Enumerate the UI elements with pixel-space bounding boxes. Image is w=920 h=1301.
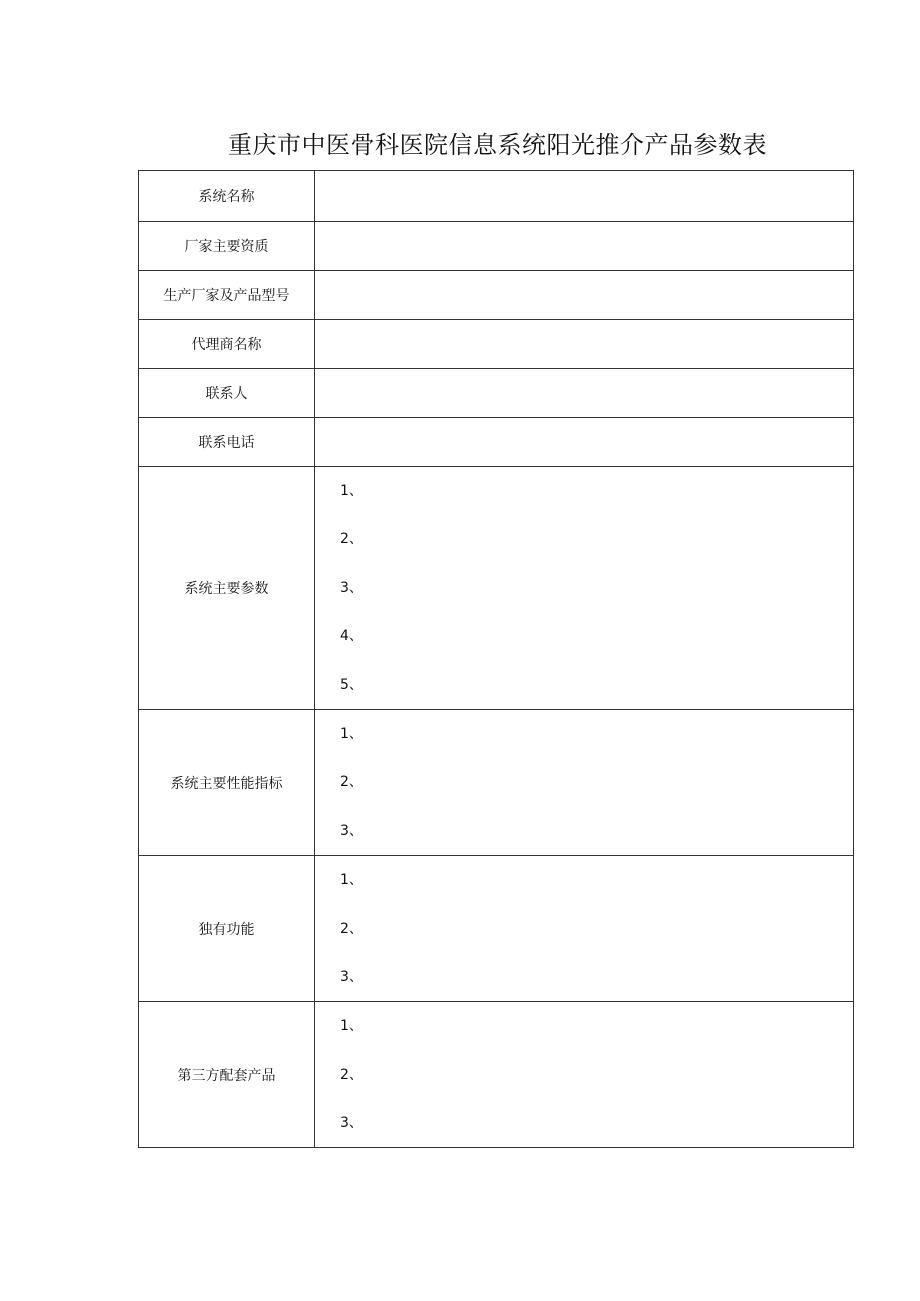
list-item: 2、: [340, 920, 363, 937]
section-items-main-parameters[interactable]: [315, 467, 854, 710]
row-value-system-name[interactable]: [315, 171, 854, 222]
section-items-performance-indicators[interactable]: [315, 709, 854, 855]
row-label: 联系人: [139, 369, 315, 418]
table-row-qualification: [139, 222, 854, 271]
section-items-third-party-products[interactable]: [315, 1002, 854, 1148]
row-value-qualification[interactable]: [315, 222, 854, 271]
section-label: 独有功能: [139, 856, 315, 1002]
table-row-agent-name: [139, 320, 854, 369]
list-item: 4、: [340, 628, 363, 645]
item-list: [315, 1002, 853, 1147]
section-label: 系统主要参数: [139, 467, 315, 710]
section-label: 系统主要性能指标: [139, 709, 315, 855]
row-label: 生产厂家及产品型号: [139, 271, 315, 320]
list-item: 3、: [340, 1115, 363, 1132]
table-row-third-party-products: [139, 1002, 854, 1148]
list-item: 1、: [340, 483, 363, 499]
item-list: [315, 856, 853, 1001]
row-label: 厂家主要资质: [139, 222, 315, 271]
list-item: 1、: [340, 872, 363, 889]
table-row-unique-features: [139, 856, 854, 1002]
row-value-agent-name[interactable]: [315, 320, 854, 369]
section-items-unique-features[interactable]: [315, 856, 854, 1002]
list-item: 5、: [340, 676, 363, 693]
list-item: 2、: [340, 531, 363, 548]
list-item: 1、: [340, 1018, 363, 1035]
document-title: 重庆市中医骨科医院信息系统阳光推介产品参数表: [228, 131, 767, 159]
list-item: 2、: [340, 774, 363, 791]
table-row-performance-indicators: [139, 709, 854, 855]
table-row-contact-person: [139, 369, 854, 418]
item-list: [315, 710, 853, 855]
item-list: [315, 467, 853, 709]
row-label: 联系电话: [139, 418, 315, 467]
table-row-main-parameters: [139, 467, 854, 710]
row-value-contact-phone[interactable]: [315, 418, 854, 467]
list-item: 3、: [340, 968, 363, 985]
list-item: 3、: [340, 822, 363, 839]
row-value-contact-person[interactable]: [315, 369, 854, 418]
list-item: 1、: [340, 725, 363, 742]
table-row-contact-phone: [139, 418, 854, 467]
parameter-table: [138, 170, 854, 1148]
list-item: 2、: [340, 1066, 363, 1083]
row-label: 代理商名称: [139, 320, 315, 369]
table-row-system-name: [139, 171, 854, 222]
row-value-manufacturer-model[interactable]: [315, 271, 854, 320]
table-row-manufacturer-model: [139, 271, 854, 320]
row-label: 系统名称: [139, 171, 315, 222]
section-label: 第三方配套产品: [139, 1002, 315, 1148]
list-item: 3、: [340, 579, 363, 596]
